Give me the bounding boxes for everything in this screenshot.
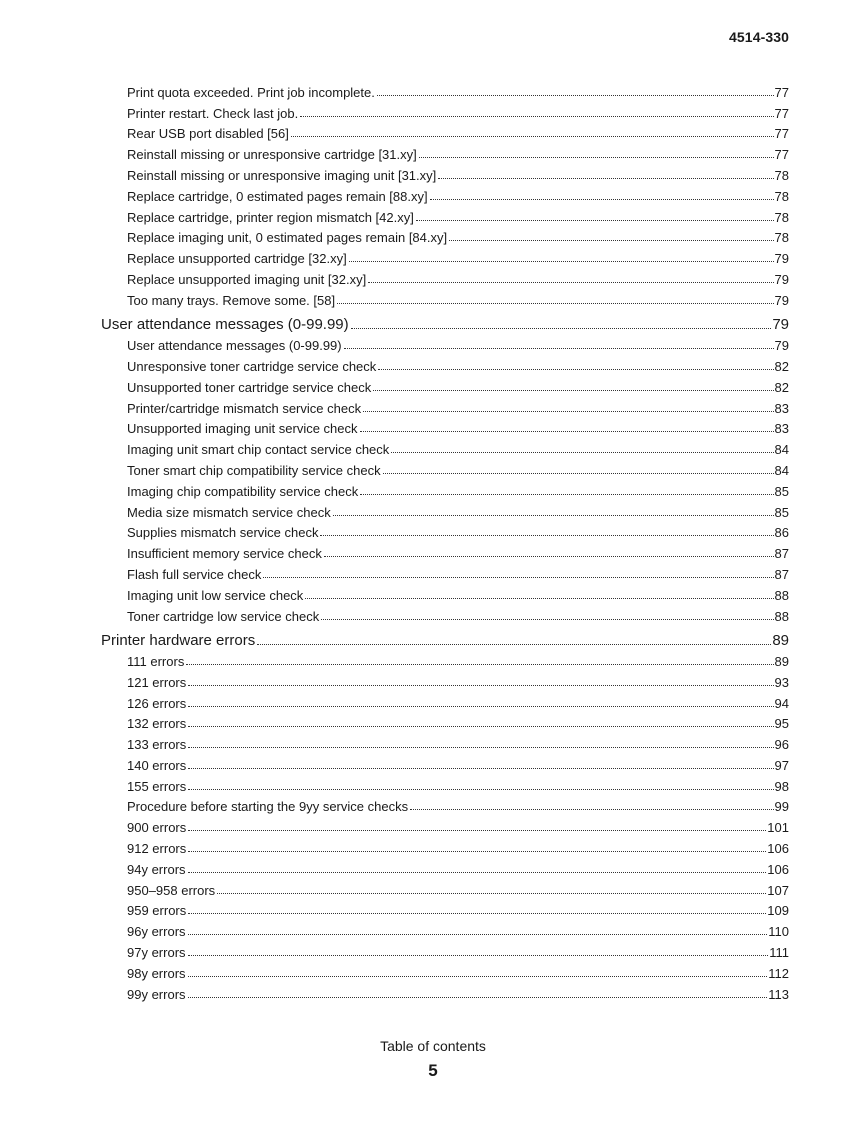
toc-entry-title: 912 errors	[127, 841, 187, 857]
toc-dot-leader	[337, 303, 773, 304]
toc-dot-leader	[188, 726, 773, 727]
toc-entry-title: 121 errors	[127, 674, 187, 690]
toc-entry-page-number: 79	[774, 271, 789, 287]
toc-entry-page-number: 96	[774, 737, 789, 753]
toc-dot-leader	[378, 369, 773, 370]
toc-dot-leader	[349, 261, 774, 262]
toc-entry-page-number: 82	[774, 358, 789, 374]
toc-entry[interactable]	[127, 581, 789, 602]
toc-entry-page-number: 87	[774, 546, 789, 562]
toc-dot-leader	[419, 157, 774, 158]
toc-entry-title: 94y errors	[127, 861, 186, 877]
toc-entry[interactable]	[127, 435, 789, 456]
toc-dot-leader	[188, 747, 773, 748]
toc-entry-title: Printer/cartridge mismatch service check	[127, 400, 362, 416]
toc-entry-page-number: 88	[774, 608, 789, 624]
toc-dot-leader	[217, 893, 766, 894]
toc-dot-leader	[188, 997, 768, 998]
toc-entry[interactable]	[127, 415, 789, 436]
toc-entry[interactable]	[127, 161, 789, 182]
toc-dot-leader	[188, 955, 769, 956]
toc-entry-page-number: 106	[767, 841, 789, 857]
toc-entry[interactable]	[127, 602, 789, 623]
toc-dot-leader	[324, 556, 774, 557]
toc-entry-title: 900 errors	[127, 820, 187, 836]
toc-entry[interactable]	[127, 78, 789, 99]
toc-entry-page-number: 101	[767, 820, 789, 836]
toc-entry-page-number: 79	[774, 251, 789, 267]
toc-entry-page-number: 84	[774, 442, 789, 458]
toc-dot-leader	[257, 644, 771, 645]
toc-entry-page-number: 110	[768, 924, 789, 940]
toc-dot-leader	[430, 199, 774, 200]
toc-entry-page-number: 106	[767, 861, 789, 877]
toc-dot-leader	[188, 913, 766, 914]
toc-dot-leader	[188, 976, 768, 977]
toc-entry[interactable]	[127, 539, 789, 560]
toc-entry-page-number: 86	[774, 525, 789, 541]
toc-entry[interactable]	[127, 352, 789, 373]
toc-entry[interactable]	[127, 897, 789, 918]
toc-entry[interactable]	[127, 730, 789, 751]
toc-entry[interactable]	[127, 224, 789, 245]
toc-entry-page-number: 77	[774, 126, 789, 142]
toc-dot-leader	[188, 789, 773, 790]
toc-entry[interactable]	[127, 182, 789, 203]
toc-entry-page-number: 89	[774, 653, 789, 669]
toc-entry[interactable]	[127, 244, 789, 265]
toc-entry[interactable]	[127, 876, 789, 897]
toc-dot-leader	[377, 95, 774, 96]
toc-entry-title: Insufficient memory service check	[127, 546, 322, 562]
toc-dot-leader	[188, 706, 773, 707]
toc-entry-title: 959 errors	[127, 903, 187, 919]
toc-entry[interactable]	[127, 140, 789, 161]
toc-entry[interactable]	[127, 917, 789, 938]
toc-entry-page-number: 107	[767, 882, 789, 898]
toc-entry-page-number: 95	[774, 716, 789, 732]
toc-entry-page-number: 87	[774, 566, 789, 582]
toc-entry-title: Replace cartridge, printer region mismatch [42.xy]	[127, 209, 414, 225]
toc-entry[interactable]	[127, 959, 789, 980]
toc-entry[interactable]	[127, 793, 789, 814]
toc-entry[interactable]	[127, 519, 789, 540]
toc-entry-page-number: 85	[774, 504, 789, 520]
toc-entry-page-number: 77	[774, 84, 789, 100]
toc-dot-leader	[416, 220, 774, 221]
toc-entry-page-number: 111	[769, 945, 789, 961]
toc-entry-title: Unsupported toner cartridge service check	[127, 379, 372, 395]
toc-entry-page-number: 84	[774, 462, 789, 478]
toc-entry-page-number: 113	[768, 986, 789, 1002]
toc-entry-title: 96y errors	[127, 924, 186, 940]
toc-entry-title: 140 errors	[127, 757, 187, 773]
toc-dot-leader	[188, 830, 766, 831]
toc-entry[interactable]	[127, 477, 789, 498]
toc-entry[interactable]	[127, 373, 789, 394]
toc-entry-title: Reinstall missing or unresponsive imaging unit [31.xy]	[127, 167, 437, 183]
toc-dot-leader	[449, 240, 773, 241]
toc-entry-page-number: 78	[774, 188, 789, 204]
toc-entry[interactable]	[127, 498, 789, 519]
toc-dot-leader	[363, 411, 773, 412]
toc-entry-page-number: 93	[774, 674, 789, 690]
toc-entry-page-number: 78	[774, 167, 789, 183]
toc-entry-title: Flash full service check	[127, 566, 262, 582]
toc-entry-title: Procedure before starting the 9yy service checks	[127, 799, 409, 815]
toc-entry[interactable]	[127, 938, 789, 959]
toc-entry-title: Supplies mismatch service check	[127, 525, 319, 541]
toc-entry[interactable]	[127, 689, 789, 710]
toc-entry-title: User attendance messages (0-99.99)	[127, 338, 342, 354]
toc-dot-leader	[188, 872, 767, 873]
toc-entry-title: Unsupported imaging unit service check	[127, 421, 358, 437]
toc-section-entry[interactable]	[101, 623, 789, 648]
toc-entry[interactable]	[127, 648, 789, 668]
toc-section-entry[interactable]	[101, 307, 789, 332]
toc-entry-title: Replace cartridge, 0 estimated pages remain [88.xy]	[127, 188, 428, 204]
toc-dot-leader	[305, 598, 773, 599]
toc-dot-leader	[186, 664, 773, 665]
toc-entry-title: Imaging chip compatibility service check	[127, 483, 359, 499]
footer-section-label: Table of contents	[380, 1038, 486, 1054]
toc-entry-title: Toner cartridge low service check	[127, 608, 320, 624]
toc-entry-page-number: 109	[767, 903, 789, 919]
toc-entry-page-number: 82	[774, 379, 789, 395]
toc-entry[interactable]	[127, 456, 789, 477]
toc-dot-leader	[300, 116, 773, 117]
toc-entry[interactable]	[127, 203, 789, 224]
toc-entry[interactable]	[127, 265, 789, 286]
toc-entry-title: 133 errors	[127, 737, 187, 753]
document-model-number: 4514-330	[729, 29, 789, 45]
toc-dot-leader	[188, 768, 773, 769]
toc-dot-leader	[188, 934, 768, 935]
toc-dot-leader	[333, 515, 774, 516]
toc-entry-title: Toner smart chip compatibility service check	[127, 462, 381, 478]
toc-dot-leader	[188, 685, 773, 686]
toc-entry-page-number: 85	[774, 483, 789, 499]
toc-entry-title: Rear USB port disabled [56]	[127, 126, 289, 142]
toc-entry-page-number: 97	[774, 757, 789, 773]
toc-dot-leader	[291, 136, 774, 137]
toc-entry-title: 97y errors	[127, 945, 186, 961]
toc-entry-title: User attendance messages (0-99.99)	[101, 316, 349, 334]
toc-entry-title: 126 errors	[127, 695, 187, 711]
toc-entry[interactable]	[127, 286, 789, 307]
toc-entry[interactable]	[127, 813, 789, 834]
toc-entry-title: Replace unsupported cartridge [32.xy]	[127, 251, 347, 267]
toc-entry[interactable]	[127, 394, 789, 415]
toc-entry-page-number: 112	[768, 965, 789, 981]
toc-entry[interactable]	[127, 834, 789, 855]
toc-entry-title: Imaging unit smart chip contact service check	[127, 442, 390, 458]
toc-entry[interactable]	[127, 772, 789, 793]
toc-entry[interactable]	[127, 99, 789, 120]
toc-entry-page-number: 79	[772, 316, 789, 334]
toc-entry-page-number: 98	[774, 778, 789, 794]
toc-dot-leader	[368, 282, 773, 283]
toc-entry-title: Replace unsupported imaging unit [32.xy]	[127, 271, 367, 287]
toc-entry-page-number: 78	[774, 209, 789, 225]
toc-dot-leader	[438, 178, 773, 179]
toc-dot-leader	[373, 390, 773, 391]
toc-dot-leader	[320, 535, 773, 536]
toc-entry-title: Media size mismatch service check	[127, 504, 331, 520]
toc-dot-leader	[410, 809, 773, 810]
toc-entry-page-number: 89	[772, 631, 789, 649]
toc-dot-leader	[263, 577, 773, 578]
toc-entry[interactable]	[127, 980, 789, 1001]
toc-entry[interactable]	[127, 710, 789, 731]
toc-entry-page-number: 88	[774, 587, 789, 603]
toc-dot-leader	[360, 431, 774, 432]
toc-entry-title: Too many trays. Remove some. [58]	[127, 292, 336, 308]
toc-entry-page-number: 99	[774, 799, 789, 815]
toc-entry[interactable]	[127, 120, 789, 141]
toc-entry-page-number: 77	[774, 147, 789, 163]
toc-entry-title: Replace imaging unit, 0 estimated pages remain [84.xy]	[127, 230, 448, 246]
toc-entry-title: 111 errors	[127, 653, 185, 669]
toc-dot-leader	[391, 452, 773, 453]
toc-entry-page-number: 79	[774, 292, 789, 308]
toc-entry-page-number: 79	[774, 338, 789, 354]
toc-dot-leader	[360, 494, 773, 495]
toc-entry-title: 950–958 errors	[127, 882, 216, 898]
toc-entry-page-number: 83	[774, 400, 789, 416]
toc-entry-title: Imaging unit low service check	[127, 587, 304, 603]
toc-entry-title: 99y errors	[127, 986, 186, 1002]
toc-entry-title: Printer restart. Check last job.	[127, 105, 299, 121]
toc-entry-title: Unresponsive toner cartridge service check	[127, 358, 377, 374]
toc-entry-page-number: 94	[774, 695, 789, 711]
toc-entry[interactable]	[127, 332, 789, 352]
toc-dot-leader	[344, 348, 774, 349]
toc-dot-leader	[321, 619, 773, 620]
table-of-contents	[0, 78, 866, 1001]
toc-entry-page-number: 83	[774, 421, 789, 437]
toc-dot-leader	[351, 328, 772, 329]
toc-entry-title: 155 errors	[127, 778, 187, 794]
footer-page-number: 5	[428, 1061, 438, 1080]
toc-entry-title: Print quota exceeded. Print job incomplete.	[127, 84, 375, 100]
toc-entry-title: Printer hardware errors	[101, 631, 256, 649]
toc-dot-leader	[383, 473, 774, 474]
toc-entry[interactable]	[127, 751, 789, 772]
toc-entry[interactable]	[127, 855, 789, 876]
toc-entry-title: 132 errors	[127, 716, 187, 732]
toc-entry-page-number: 77	[774, 105, 789, 121]
toc-entry[interactable]	[127, 560, 789, 581]
toc-dot-leader	[188, 851, 766, 852]
toc-entry-page-number: 78	[774, 230, 789, 246]
toc-entry[interactable]	[127, 668, 789, 689]
toc-entry-title: 98y errors	[127, 965, 186, 981]
toc-entry-title: Reinstall missing or unresponsive cartridge [31.xy]	[127, 147, 417, 163]
